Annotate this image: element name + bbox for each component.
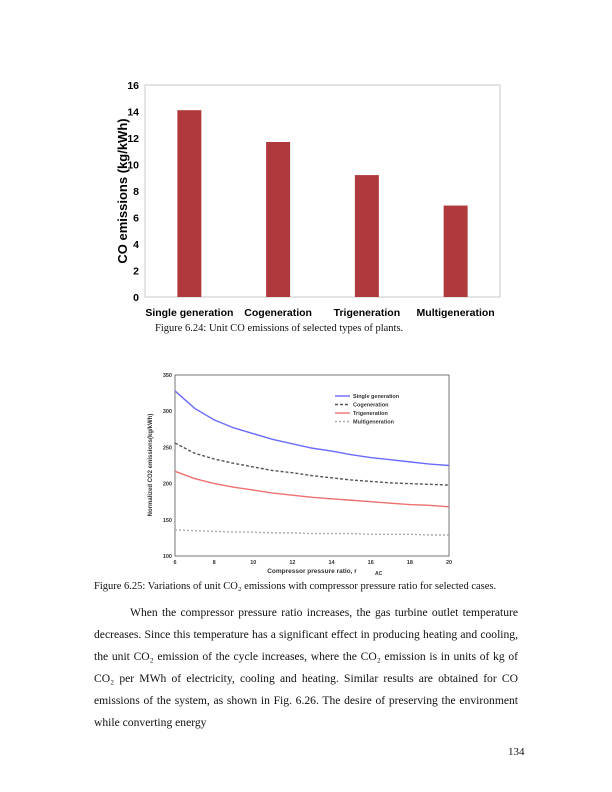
- y-tick-label: 300: [162, 409, 172, 416]
- y-tick-label: 16: [127, 80, 139, 92]
- bar-trigeneration: [355, 175, 379, 297]
- y-tick-label: 2: [133, 265, 139, 278]
- y-tick-label: 6: [133, 212, 139, 225]
- paragraph-text: When the compressor pressure ratio increases, the gas turbine outlet temperature decreases. Since this temperature has a significant effect in producing heating and cooling, the unit CO₂ emission of the cycle increases, where the CO₂ emission is in units of kg of CO₂ per MWh of electricity, cooling and heating. Similar results are obtained for CO emissions of the system, as shown in Fig. 6.26. The desire of preserving the environment while converting energy: [94, 606, 518, 729]
- bar-multigeneration: [444, 206, 468, 297]
- x-tick-label: Trigeneration: [333, 307, 401, 319]
- x-tick-label: Cogeneration: [244, 307, 312, 319]
- line-chart-co2-emissions: [0, 365, 612, 585]
- y-tick-label: 0: [133, 292, 139, 304]
- y-tick-label: 150: [162, 517, 172, 524]
- x-axis-title: Compressor pressure ratio, r: [267, 568, 357, 575]
- y-axis-title: Normalized CO2 emissions(kg/kWh): [148, 413, 154, 517]
- y-tick-label: 12: [127, 133, 139, 145]
- y-tick-label: 350: [162, 373, 172, 379]
- y-tick-label: 4: [133, 239, 139, 251]
- x-tick-label: Single generation: [145, 307, 234, 319]
- x-tick-label: 12: [289, 560, 296, 566]
- legend-label: Cogeneration: [353, 402, 389, 409]
- y-tick-label: 100: [162, 554, 172, 560]
- x-tick-label: 8: [212, 560, 216, 566]
- x-tick-label: 14: [328, 560, 335, 566]
- y-tick-label: 8: [133, 186, 139, 198]
- legend-label: Multigeneration: [353, 419, 394, 426]
- legend-label: Single generation: [353, 394, 400, 400]
- y-tick-label: 250: [162, 445, 172, 452]
- x-tick-label: 10: [250, 560, 257, 566]
- figure-6-25-caption: Figure 6.25: Variations of unit CO₂ emissions with compressor pressure ratio for selected cases.: [94, 581, 497, 592]
- figure-6-24-caption: Figure 6.24: Unit CO emissions of selected types of plants.: [155, 323, 404, 334]
- y-tick-label: 200: [162, 481, 172, 488]
- x-tick-label: 20: [445, 560, 453, 566]
- y-tick-label: 10: [127, 159, 139, 172]
- y-tick-label: 14: [127, 106, 139, 119]
- body-paragraph: [94, 602, 518, 734]
- x-tick-label: Multigeneration: [416, 307, 495, 319]
- figure-background: [140, 367, 475, 580]
- y-axis-title: CO emissions (kg/kWh): [115, 118, 130, 264]
- bar-single-generation: [177, 110, 201, 297]
- x-axis-title-subscript: AC: [375, 571, 383, 577]
- x-tick-label: 16: [367, 560, 374, 566]
- bar-cogeneration: [266, 142, 290, 297]
- x-tick-label: 6: [173, 560, 177, 566]
- x-tick-label: 18: [406, 560, 413, 566]
- legend-label: Trigeneration: [353, 411, 388, 417]
- bar-chart-co-emissions: [0, 0, 612, 330]
- page-number: 134: [508, 746, 525, 758]
